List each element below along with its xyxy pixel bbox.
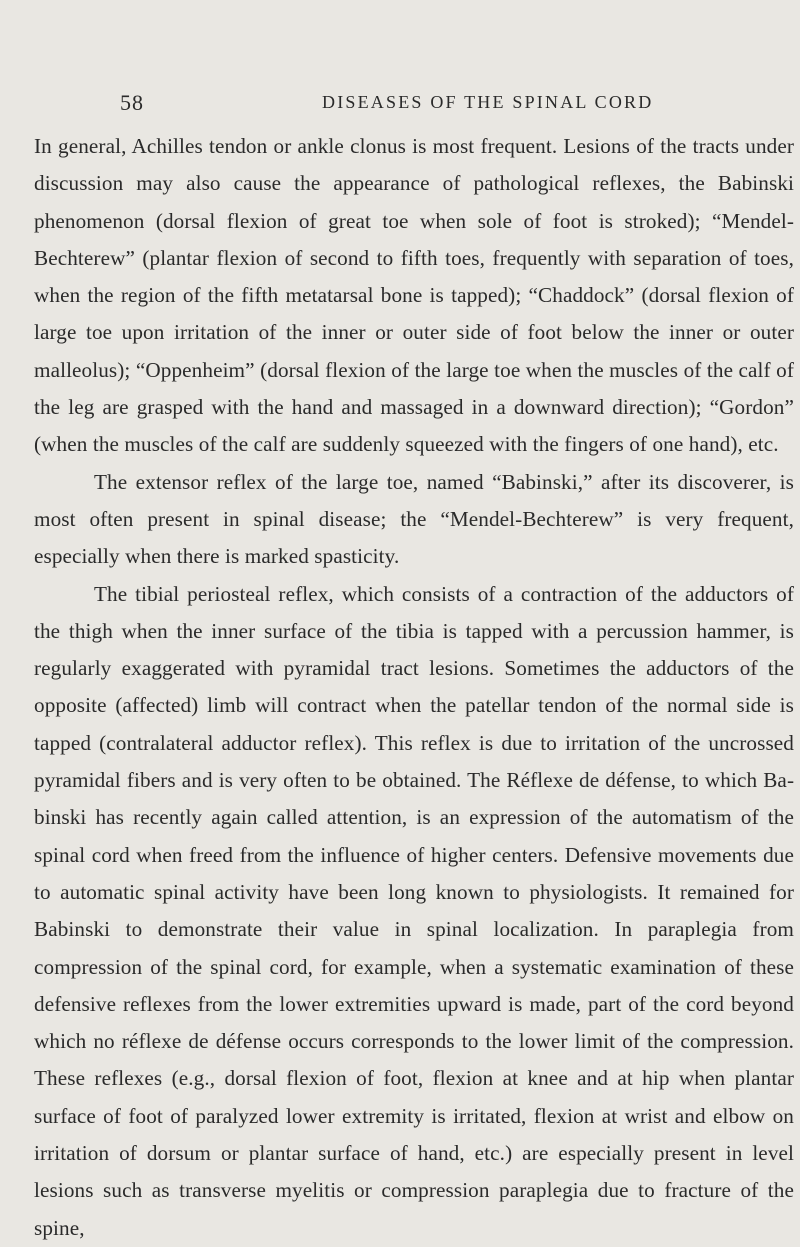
- paragraph-extensor-reflex: The extensor reflex of the large toe, named “Babinski,” after its discoverer, is most often present in spinal disease; the “Mendel-Bechterew” is very frequent, especially when there is marked spasticity.: [34, 469, 794, 569]
- paragraph-tibial-periosteal-reflex: The tibial periosteal reflex, which consists of a contraction of the adductors of the thigh when the inner surface of the tibia is tapped with a percussion hammer, is regularly exaggerated with pyramidal tract lesions. Sometimes the adductors of the opposite (affected) limb will contract when the patellar tendon of the normal side is tapped (contralateral adductor reflex). This reflex is due to irritation of the uncrossed pyramidal fibers and is very often to be obtained. The Réflexe de défense, to which Babinski has recently again called attention, is an expression of the automatism of the spinal cord when freed from the influence of higher centers. Defensive movements due to automatic spinal activity have been long known to physiologists. It remained for Babinski to demonstrate their value in spinal localization. In paraplegia from compression of the spinal cord, for example, when a systematic examination of these defensive reflexes from the lower extremities upward is made, part of the cord beyond which no réflexe de défense occurs corresponds to the lower limit of the compression. These reflexes (e.g., dorsal flexion of foot, flexion at knee and at hip when plantar surface of foot of paralyzed lower extremity is irritated, flexion at wrist and elbow on irritation of dorsum or plantar surface of hand, etc.) are especially present in level lesions such as transverse myelitis or compression paraplegia due to fracture of the spine,: [34, 581, 794, 1240]
- page-number: 58: [120, 90, 144, 115]
- body-text: [34, 128, 794, 1247]
- running-head: [34, 90, 782, 120]
- paragraph-clonus-and-pathological-reflexes: In general, Achilles tendon or ankle clonus is most frequent. Lesions of the tracts under discussion may also cause the appearance of pathological reflexes, the Babinski phenomenon (dorsal flexion of great toe when sole of foot is stroked); “Mendel-Bechterew” (plantar flexion of second to fifth toes, frequently with separation of toes, when the region of the fifth metatarsal bone is tapped); “Chaddock” (dorsal flexion of large toe upon irritation of the inner or outer side of foot below the inner or outer malleolus); “Oppenheim” (dorsal flexion of the large toe when the muscles of the calf of the leg are grasped with the hand and massaged in a downward direction); “Gordon” (when the muscles of the calf are suddenly squeezed with the fingers of one hand), etc.: [34, 134, 794, 457]
- running-title: DISEASES OF THE SPINAL CORD: [322, 92, 654, 112]
